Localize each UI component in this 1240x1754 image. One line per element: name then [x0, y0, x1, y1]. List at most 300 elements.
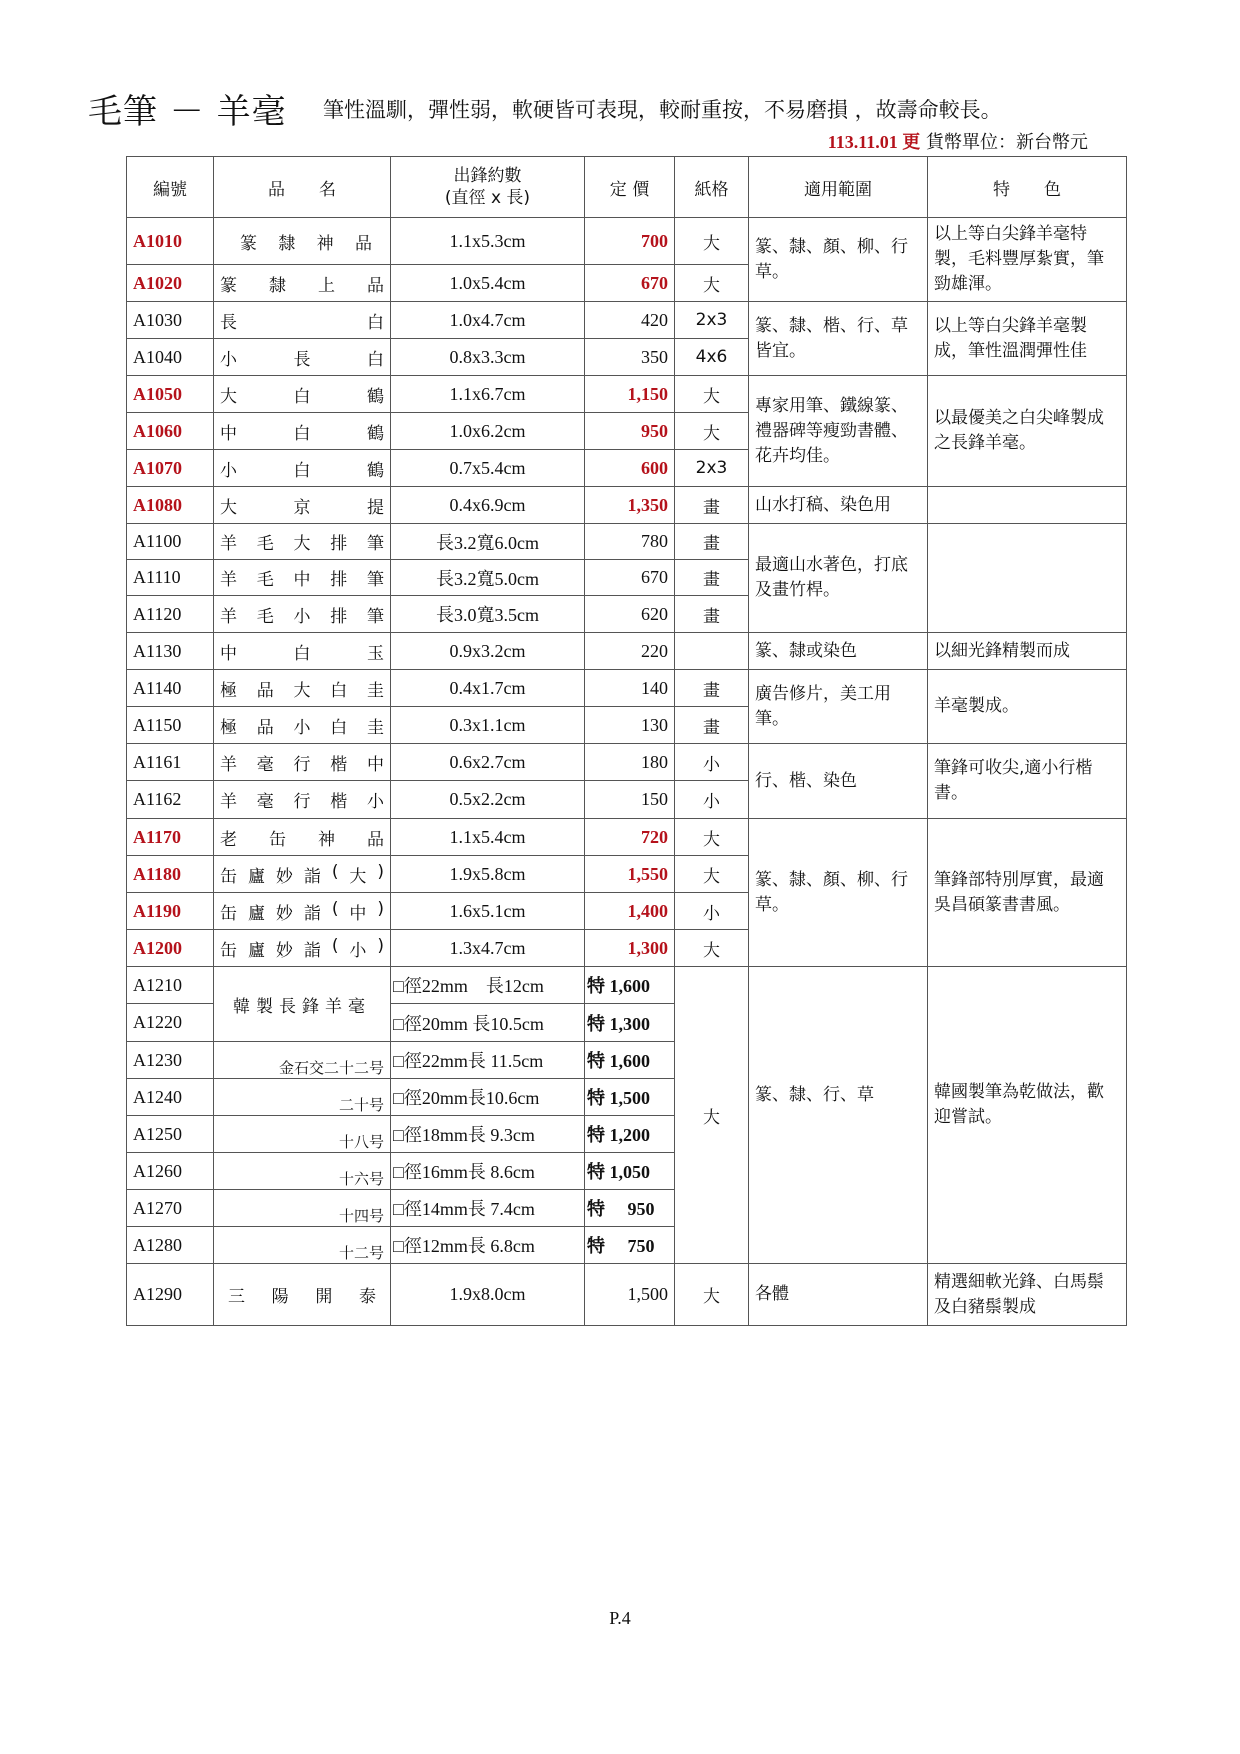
- product-name-char: 大: [293, 680, 311, 701]
- column-header-name: 品 名: [214, 157, 391, 218]
- product-name-char: 泰: [358, 1287, 376, 1307]
- product-code: A1030: [127, 302, 214, 339]
- product-paper: 小: [675, 744, 749, 781]
- product-name-char: 廬: [247, 866, 265, 887]
- product-name-char: 隸: [269, 275, 286, 296]
- product-paper: [675, 633, 749, 670]
- product-name-char: 羊: [220, 534, 237, 554]
- product-name: [214, 413, 391, 450]
- product-paper: 畫: [675, 524, 749, 560]
- product-name-char: 行: [293, 754, 311, 775]
- usage-text: 專家用筆、鐵線篆、禮器碑等瘦勁書體、花卉均佳。: [749, 376, 928, 487]
- table-row: [127, 1264, 1127, 1326]
- product-name-chars: [220, 345, 384, 370]
- product-size: 0.3x1.1cm: [391, 707, 585, 744]
- product-paper: 大: [675, 265, 749, 302]
- product-name-char: 陽: [271, 1287, 289, 1307]
- product-price: 180: [585, 744, 675, 781]
- product-name-char: 白: [367, 312, 384, 333]
- product-name-char: 詣: [303, 866, 321, 887]
- product-name-char: 三: [228, 1287, 245, 1307]
- product-price: 950: [585, 413, 675, 450]
- product-name-chars: [220, 493, 384, 518]
- product-name-char: 中: [349, 903, 367, 924]
- product-name: [214, 819, 391, 856]
- product-name-char: 廬: [247, 903, 265, 924]
- product-name-char: 小: [293, 606, 311, 627]
- product-name-char: 玉: [367, 643, 384, 664]
- product-price: 1,400: [585, 893, 675, 930]
- product-size: □徑16mm長 8.6cm: [391, 1153, 585, 1190]
- product-name: [214, 302, 391, 339]
- table-header-row: [127, 157, 1127, 218]
- product-size: 1.9x8.0cm: [391, 1264, 585, 1326]
- product-name-char: 行: [293, 792, 311, 812]
- product-size: 長3.2寬6.0cm: [391, 524, 585, 560]
- product-code: A1150: [127, 707, 214, 744]
- product-name-char: 鶴: [367, 423, 384, 444]
- product-name-char: 白: [293, 643, 311, 664]
- product-name-chars: [220, 750, 384, 775]
- feature-text: 以上等白尖鋒羊毫特製，毛料豐厚紮實，筆勁雄渾。: [928, 218, 1127, 302]
- model-number: 十八号: [214, 1116, 391, 1153]
- column-header-size: [391, 157, 585, 218]
- product-size: 長3.2寬5.0cm: [391, 560, 585, 596]
- product-name-char: 京: [293, 497, 311, 518]
- product-name-char: 中: [293, 570, 311, 590]
- table-row: [127, 633, 1127, 670]
- column-header-size-label: 出鋒約數: [453, 166, 522, 186]
- product-paper: 大: [675, 1264, 749, 1326]
- product-name: [214, 633, 391, 670]
- product-name-char: 白: [330, 680, 348, 701]
- product-price: 220: [585, 633, 675, 670]
- model-number: 二十号: [214, 1079, 391, 1116]
- product-name-char: 毛: [256, 534, 274, 554]
- product-code: A1162: [127, 781, 214, 819]
- product-paper: 大: [675, 218, 749, 265]
- product-name-char: 妙: [275, 866, 293, 887]
- product-name-char: 小: [220, 460, 237, 481]
- product-name-char: 楷: [330, 792, 348, 812]
- product-paper: 畫: [675, 487, 749, 524]
- product-code: A1260: [127, 1153, 214, 1190]
- product-code: A1010: [127, 218, 214, 265]
- usage-text: 廣告修片，美工用筆。: [749, 670, 928, 744]
- product-name-chars: [220, 639, 384, 664]
- product-name-chars: [220, 271, 384, 296]
- product-name-char: 上: [318, 275, 335, 296]
- product-name-char: 廬: [247, 940, 265, 961]
- usage-text: 山水打稿、染色用: [749, 487, 928, 524]
- feature-text: 羊毫製成。: [928, 670, 1127, 744]
- product-paper: 小: [675, 893, 749, 930]
- update-date: 113.11.01 更: [827, 132, 921, 152]
- product-paper: 大: [675, 819, 749, 856]
- usage-text: 篆、隸、顏、柳、行草。: [749, 819, 928, 967]
- product-name-chars: [220, 899, 384, 924]
- product-size: 1.3x4.7cm: [391, 930, 585, 967]
- feature-text: 精選細軟光鋒、白馬鬃及白豬鬃製成: [928, 1264, 1127, 1326]
- column-header-code: 編號: [127, 157, 214, 218]
- product-price: 特 1,200: [585, 1116, 675, 1153]
- product-price: 620: [585, 596, 675, 633]
- product-name: [214, 781, 391, 819]
- product-name-char: 毛: [256, 570, 274, 590]
- product-size: 1.1x5.4cm: [391, 819, 585, 856]
- product-size: 0.4x1.7cm: [391, 670, 585, 707]
- currency-note: 貨幣單位：新台幣元: [926, 132, 1088, 153]
- product-name-char: 妙: [275, 903, 293, 924]
- product-name-char: 老: [220, 829, 237, 850]
- product-name-char: 長: [293, 349, 311, 370]
- product-code: A1110: [127, 560, 214, 596]
- product-code: A1130: [127, 633, 214, 670]
- category-description: 筆性溫馴，彈性弱，軟硬皆可表現，較耐重按，不易磨損 ，故壽命較長。: [323, 98, 1002, 122]
- product-name-char: 大: [220, 386, 237, 407]
- product-price: 特 950: [585, 1190, 675, 1227]
- table-row: [127, 670, 1127, 707]
- product-code: A1161: [127, 744, 214, 781]
- product-name-chars: [220, 229, 384, 254]
- usage-text: 篆、隸、行、草: [749, 967, 928, 1264]
- product-price: 特 1,600: [585, 967, 675, 1004]
- product-name: [214, 218, 391, 265]
- product-name-char: 篆: [220, 275, 237, 296]
- update-info: [828, 128, 1088, 154]
- product-name-char: 品: [367, 829, 384, 850]
- product-name: [214, 596, 391, 633]
- product-name-char: 毛: [256, 606, 274, 627]
- product-code: A1230: [127, 1042, 214, 1079]
- usage-text: 篆、隸、楷、行、草皆宜。: [749, 302, 928, 376]
- usage-text: 篆、隸或染色: [749, 633, 928, 670]
- product-name-char: 品: [256, 717, 274, 738]
- product-name-char: 品: [354, 233, 372, 254]
- model-number: 金石交二十二号: [214, 1042, 391, 1079]
- product-name-char: ): [377, 861, 384, 882]
- page-number: P.4: [609, 1608, 631, 1628]
- product-name: [214, 560, 391, 596]
- product-code: A1180: [127, 856, 214, 893]
- product-name-char: 中: [220, 423, 237, 444]
- product-price: 780: [585, 524, 675, 560]
- product-name-chars: [220, 862, 384, 887]
- product-name-char: 詣: [303, 940, 321, 961]
- product-name-char: 羊: [220, 570, 237, 590]
- product-price: 420: [585, 302, 675, 339]
- product-code: A1050: [127, 376, 214, 413]
- product-price: 特 1,300: [585, 1004, 675, 1042]
- product-name-char: 筆: [367, 570, 384, 590]
- product-name-char: 隸: [278, 233, 296, 254]
- table-row: [127, 967, 1127, 1004]
- product-name-char: 筆: [367, 534, 384, 554]
- product-name-chars: [220, 1282, 384, 1307]
- table-row: [127, 819, 1127, 856]
- product-price: 720: [585, 819, 675, 856]
- product-price: 600: [585, 450, 675, 487]
- product-name-char: 白: [293, 460, 311, 481]
- product-price: 特 1,050: [585, 1153, 675, 1190]
- column-header-feature: 特 色: [928, 157, 1127, 218]
- product-name-chars: [220, 602, 384, 627]
- product-name: [214, 1264, 391, 1326]
- product-size: 0.6x2.7cm: [391, 744, 585, 781]
- product-size: 1.9x5.8cm: [391, 856, 585, 893]
- product-name-char: 大: [349, 866, 367, 887]
- product-paper: 大: [675, 856, 749, 893]
- product-name-char: 品: [367, 275, 384, 296]
- product-paper: 大: [675, 413, 749, 450]
- feature-text: 以上等白尖鋒羊毫製成，筆性溫潤彈性佳: [928, 302, 1127, 376]
- table-row: [127, 524, 1127, 560]
- product-name: [214, 487, 391, 524]
- model-number: 十四号: [214, 1190, 391, 1227]
- product-size: 1.0x6.2cm: [391, 413, 585, 450]
- product-name-chars: [220, 565, 384, 590]
- product-price: 1,300: [585, 930, 675, 967]
- product-size: □徑12mm長 6.8cm: [391, 1227, 585, 1264]
- product-code: A1140: [127, 670, 214, 707]
- product-name-char: 大: [220, 497, 237, 518]
- product-name-char: 缶: [269, 829, 286, 850]
- product-name: [214, 744, 391, 781]
- product-size: □徑22mm 長12cm: [391, 967, 585, 1004]
- product-name-char: (: [331, 935, 339, 956]
- product-paper: 大: [675, 376, 749, 413]
- product-paper: 小: [675, 781, 749, 819]
- product-name-chars: [220, 382, 384, 407]
- column-header-size-sub: (直徑 x 長): [444, 188, 531, 208]
- product-name-char: 大: [293, 534, 311, 554]
- product-name-char: 白: [293, 386, 311, 407]
- product-name-char: 神: [316, 233, 334, 254]
- product-price: 1,550: [585, 856, 675, 893]
- product-size: 1.0x4.7cm: [391, 302, 585, 339]
- product-price: 1,150: [585, 376, 675, 413]
- product-name: [214, 339, 391, 376]
- product-code: A1250: [127, 1116, 214, 1153]
- product-name-char: 羊: [220, 754, 237, 775]
- product-size: □徑20mm 長10.5cm: [391, 1004, 585, 1042]
- product-price: 1,500: [585, 1264, 675, 1326]
- table-row: [127, 218, 1127, 265]
- product-size: □徑22mm長 11.5cm: [391, 1042, 585, 1079]
- product-name-char: 毫: [256, 754, 274, 775]
- product-code: A1280: [127, 1227, 214, 1264]
- model-number: 十六号: [214, 1153, 391, 1190]
- product-code: A1070: [127, 450, 214, 487]
- product-paper: 畫: [675, 596, 749, 633]
- table-row: [127, 487, 1127, 524]
- product-price: 670: [585, 560, 675, 596]
- product-name-char: 鶴: [367, 386, 384, 407]
- product-name-char: 詣: [303, 903, 321, 924]
- usage-text: 最適山水著色，打底及畫竹桿。: [749, 524, 928, 633]
- feature-text: 以最優美之白尖峰製成之長鋒羊毫。: [928, 376, 1127, 487]
- feature-text: 筆鋒可收尖,適小行楷書。: [928, 744, 1127, 819]
- product-name-char: 筆: [367, 606, 384, 627]
- product-code: A1120: [127, 596, 214, 633]
- product-size: 0.4x6.9cm: [391, 487, 585, 524]
- korean-series-name-cell: [214, 967, 391, 1042]
- product-name-chars: [220, 825, 384, 850]
- product-price: 特 1,500: [585, 1079, 675, 1116]
- product-name-char: 開: [315, 1287, 333, 1307]
- column-header-price: 定 價: [585, 157, 675, 218]
- product-paper: 2x3: [675, 450, 749, 487]
- product-name-char: 白: [367, 349, 384, 370]
- product-paper: 畫: [675, 707, 749, 744]
- product-name-char: 缶: [220, 940, 237, 961]
- model-number: 十二号: [214, 1227, 391, 1264]
- product-code: A1240: [127, 1079, 214, 1116]
- product-name-chars: [220, 456, 384, 481]
- product-name-char: 中: [220, 643, 237, 664]
- product-name-char: 篆: [240, 233, 257, 254]
- product-name-char: ): [377, 898, 384, 919]
- product-name-char: 小: [349, 940, 367, 961]
- product-name-char: 排: [330, 606, 348, 627]
- product-size: □徑20mm長10.6cm: [391, 1079, 585, 1116]
- product-name: [214, 893, 391, 930]
- product-name-char: (: [331, 861, 339, 882]
- product-name-char: 小: [220, 349, 237, 370]
- usage-text: 篆、隸、顏、柳、行草。: [749, 218, 928, 302]
- product-name-chars: [220, 529, 384, 554]
- feature-text: 韓國製筆為乾做法，歡迎嘗試。: [928, 967, 1127, 1264]
- product-name-char: 缶: [220, 903, 237, 924]
- product-code: A1060: [127, 413, 214, 450]
- product-size: 0.7x5.4cm: [391, 450, 585, 487]
- column-header-paper: 紙格: [675, 157, 749, 218]
- product-code: A1210: [127, 967, 214, 1004]
- product-name-char: 楷: [330, 754, 348, 775]
- feature-text: [928, 487, 1127, 524]
- product-price: 700: [585, 218, 675, 265]
- product-name-char: 長: [220, 312, 237, 333]
- product-name-char: 提: [367, 497, 384, 518]
- product-name: [214, 376, 391, 413]
- product-price: 350: [585, 339, 675, 376]
- product-name-char: 排: [330, 534, 348, 554]
- product-name-chars: [220, 676, 384, 701]
- product-name-char: 小: [293, 717, 311, 738]
- product-name-char: 毫: [256, 792, 274, 812]
- product-code: A1290: [127, 1264, 214, 1326]
- product-size: 長3.0寬3.5cm: [391, 596, 585, 633]
- product-name-chars: [220, 419, 384, 444]
- product-code: A1190: [127, 893, 214, 930]
- product-name-char: 品: [256, 680, 274, 701]
- product-name-char: 白: [293, 423, 311, 444]
- feature-text: 以細光鋒精製而成: [928, 633, 1127, 670]
- product-price: 150: [585, 781, 675, 819]
- product-name-char: 羊: [220, 606, 237, 627]
- product-name: [214, 265, 391, 302]
- product-name-char: 極: [220, 717, 237, 738]
- product-code: A1270: [127, 1190, 214, 1227]
- product-name-chars: [220, 936, 384, 961]
- column-header-usage: 適用範圍: [749, 157, 928, 218]
- product-code: A1040: [127, 339, 214, 376]
- product-paper: 大: [675, 967, 749, 1264]
- product-name-char: 缶: [220, 866, 237, 887]
- product-code: A1080: [127, 487, 214, 524]
- feature-text: 筆鋒部特別厚實，最適吳昌碩篆書書風。: [928, 819, 1127, 967]
- product-code: A1100: [127, 524, 214, 560]
- product-name: [214, 524, 391, 560]
- product-name-char: 鶴: [367, 460, 384, 481]
- table-row: [127, 744, 1127, 781]
- product-price: 140: [585, 670, 675, 707]
- product-code: A1200: [127, 930, 214, 967]
- product-name-char: 小: [367, 792, 384, 812]
- product-name-char: 極: [220, 680, 237, 701]
- product-price: 130: [585, 707, 675, 744]
- product-paper: 畫: [675, 670, 749, 707]
- product-paper: 大: [675, 930, 749, 967]
- product-price: 670: [585, 265, 675, 302]
- product-name-chars: [220, 308, 384, 333]
- product-name-chars: [220, 787, 384, 812]
- product-size: 0.8x3.3cm: [391, 339, 585, 376]
- product-size: 1.1x6.7cm: [391, 376, 585, 413]
- product-code: A1220: [127, 1004, 214, 1042]
- product-name-char: 圭: [367, 680, 384, 701]
- product-paper: 2x3: [675, 302, 749, 339]
- feature-text: [928, 524, 1127, 633]
- product-name-char: 妙: [275, 940, 293, 961]
- product-name-char: (: [331, 898, 339, 919]
- page-title: 毛筆 － 羊毫: [88, 92, 287, 132]
- product-name: [214, 450, 391, 487]
- product-size: 0.5x2.2cm: [391, 781, 585, 819]
- product-size: 1.0x5.4cm: [391, 265, 585, 302]
- product-name-char: 排: [330, 570, 348, 590]
- table-row: [127, 302, 1127, 339]
- product-size: □徑18mm長 9.3cm: [391, 1116, 585, 1153]
- product-size: 0.9x3.2cm: [391, 633, 585, 670]
- product-size: 1.1x5.3cm: [391, 218, 585, 265]
- product-name-char: 中: [367, 754, 384, 775]
- product-name: [214, 670, 391, 707]
- product-name: [214, 707, 391, 744]
- product-name-char: ): [377, 935, 384, 956]
- product-name: [214, 856, 391, 893]
- product-size: □徑14mm長 7.4cm: [391, 1190, 585, 1227]
- product-name-chars: [220, 713, 384, 738]
- product-price: 1,350: [585, 487, 675, 524]
- product-price: 特 1,600: [585, 1042, 675, 1079]
- product-paper: 畫: [675, 560, 749, 596]
- product-paper: 4x6: [675, 339, 749, 376]
- product-name-char: 羊: [220, 792, 237, 812]
- price-table: [126, 156, 1127, 1326]
- product-size: 1.6x5.1cm: [391, 893, 585, 930]
- korean-series-name: 韓製長鋒羊毫: [233, 996, 371, 1017]
- table-row: [127, 376, 1127, 413]
- product-price: 特 750: [585, 1227, 675, 1264]
- product-code: A1020: [127, 265, 214, 302]
- product-name-char: 神: [318, 829, 335, 850]
- usage-text: 行、楷、染色: [749, 744, 928, 819]
- product-name-char: 圭: [367, 717, 384, 738]
- product-code: A1170: [127, 819, 214, 856]
- product-name: [214, 930, 391, 967]
- usage-text: 各體: [749, 1264, 928, 1326]
